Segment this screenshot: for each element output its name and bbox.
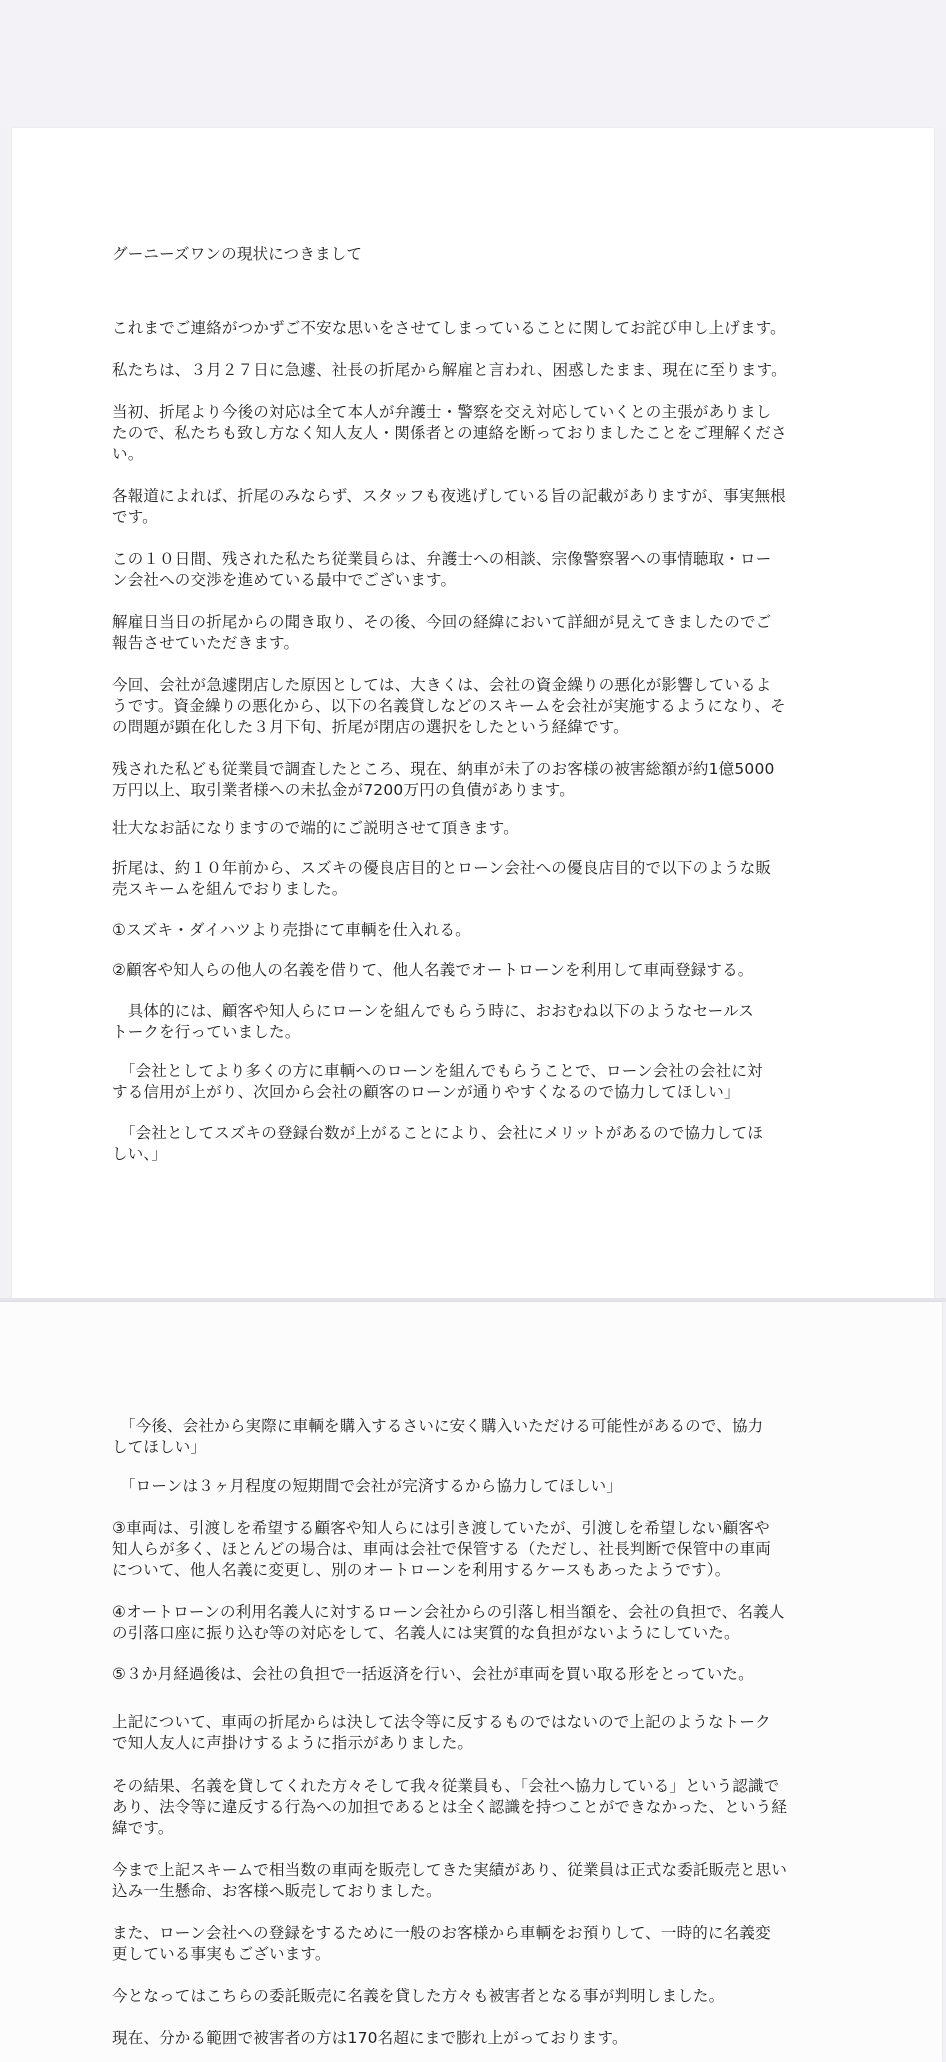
paragraph-line: トークを行っていました。 — [112, 1023, 301, 1041]
paragraph-line: 当初、折尾より今後の対応は全て本人が弁護士・警察を交え対応していくとの主張がありまし — [112, 403, 772, 421]
paragraph-line: あり、法令等に違反する行為への加担であるとは全く認識を持つことができなかった、という経 — [112, 1798, 788, 1816]
paragraph-line: この１０日間、残された私たち従業員らは、弁護士への相談、宗像警察署への事情聴取・ロー — [112, 550, 772, 568]
paragraph-line: うです。資金繰りの悪化から、以下の名義貸しなどのスキームを会社が実施するようになり、そ — [112, 697, 786, 715]
paragraph-line: 込み一生懸命、お客様へ販売しておりました。 — [112, 1882, 442, 1900]
quote-line: 「会社としてスズキの登録台数が上がることにより、会社にメリットがあるので協力してほ — [112, 1124, 764, 1142]
paragraph-line: たので、私たちも致し方なく知人友人・関係者との連絡を断っておりましたことをご理解くださ — [112, 424, 787, 442]
document-page-2 — [0, 1302, 942, 2062]
paragraph-line: 私たちは、３月２７日に急遽、社長の折尾から解雇と言われ、困惑したまま、現在に至ります。 — [112, 361, 787, 379]
quote-line: しい、」 — [112, 1145, 168, 1163]
quote-line: 「会社としてより多くの方に車輌へのローンを組んでもらうことで、ローン会社の会社に対 — [112, 1062, 763, 1080]
list-item: ④オートローンの利用名義人に対するローン会社からの引落し相当額を、会社の負担で、名義人 — [112, 1603, 785, 1621]
paragraph-line: ン会社への交渉を進めている最中でございます。 — [112, 571, 457, 589]
paragraph-line: 報告させていただきます。 — [112, 634, 300, 652]
list-item: ①スズキ・ダイハツより売掛にて車輌を仕入れる。 — [112, 921, 471, 939]
paragraph-line: その結果、名義を貸してくれた方々そして我々従業員も、「会社へ協力している」という認識で — [112, 1777, 780, 1795]
quote-line: 「ローンは３ヶ月程度の短期間で会社が完済するから協力してほしい」 — [112, 1477, 623, 1495]
document-page-1 — [12, 128, 934, 1298]
quote-line: 「今後、会社から実際に車輌を購入するさいに安く購入いただける可能性があるので、協力 — [112, 1417, 764, 1435]
paragraph-line: 折尾は、約１０年前から、スズキの優良店目的とローン会社への優良店目的で以下のような販 — [112, 859, 772, 877]
background-top — [0, 0, 946, 128]
paragraph-line: 壮大なお話になりますので端的にご説明させて頂きます。 — [112, 819, 519, 837]
paragraph-line: 今となってはこちらの委託販売に名義を貸した方々も被害者となる事が判明しました。 — [112, 1987, 725, 2005]
paragraph-line: 今回、会社が急遽閉店した原因としては、大きくは、会社の資金繰りの悪化が影響しているよ — [112, 676, 772, 694]
paragraph-line: また、ローン会社への登録をするために一般のお客様から車輌をお預りして、一時的に名義変 — [112, 1924, 771, 1942]
paragraph-line: 現在、分かる範囲で被害者の方は170名超にまで膨れ上がっております。 — [112, 2029, 628, 2047]
list-item: ⑤３か月経過後は、会社の負担で一括返済を行い、会社が車両を買い取る形をとっていた。 — [112, 1665, 754, 1683]
paragraph-line: 売スキームを組んでおりました。 — [112, 880, 348, 898]
paragraph-line: 具体的には、顧客や知人らにローンを組んでもらう時に、おおむね以下のようなセールス — [112, 1002, 754, 1020]
paragraph-line: 緯です。 — [112, 1819, 174, 1837]
list-item: について、他人名義に変更し、別のオートローンを利用するケースもあったようです）。 — [112, 1561, 731, 1579]
paragraph-line: これまでご連絡がつかずご不安な思いをさせてしまっていることに関してお詫び申し上げます。 — [112, 319, 786, 337]
document-title: グーニーズワンの現状につきまして — [112, 245, 363, 263]
list-item: の引落口座に振り込む等の対応をして、名義人には実質的な負担がないようにしていた。 — [112, 1624, 740, 1642]
paragraph-line: 解雇日当日の折尾からの聞き取り、その後、今回の経緯において詳細が見えてきましたのでご — [112, 613, 772, 631]
paragraph-line: で知人友人に声掛けするように指示がありました。 — [112, 1734, 474, 1752]
paragraph-line: 上記について、車両の折尾からは決して法令等に反するものではないので上記のようなトーク — [112, 1713, 771, 1731]
paragraph-line: 各報道によれば、折尾のみならず、スタッフも夜逃げしている旨の記載がありますが、事実無根 — [112, 487, 786, 505]
paragraph-line: 万円以上、取引業者様への未払金が7200万円の負債があります。 — [112, 781, 575, 799]
quote-line: する信用が上がり、次回から会社の顧客のローンが通りやすくなるので協力してほしい」 — [112, 1083, 740, 1101]
list-item: ②顧客や知人らの他人の名義を借りて、他人名義でオートローンを利用して車両登録する。 — [112, 961, 754, 979]
quote-line: してほしい」 — [112, 1438, 207, 1456]
paragraph-line: です。 — [112, 508, 158, 526]
paragraph-line: の問題が顕在化した３月下旬、折尾が閉店の選択をしたという経緯です。 — [112, 718, 629, 736]
list-item: ③車両は、引渡しを希望する顧客や知人らには引き渡していたが、引渡しを希望しない顧客や — [112, 1519, 770, 1537]
paragraph-line: い。 — [112, 445, 144, 463]
paragraph-line: 今まで上記スキームで相当数の車両を販売してきた実績があり、従業員は正式な委託販売と思い — [112, 1861, 788, 1879]
paragraph-line: 残された私ども従業員で調査したところ、現在、納車が未了のお客様の被害総額が約1億5000 — [112, 760, 775, 778]
list-item: 知人らが多く、ほとんどの場合は、車両は会社で保管する（ただし、社長判断で保管中の車両 — [112, 1540, 772, 1558]
paragraph-line: 更している事実もございます。 — [112, 1945, 331, 1963]
